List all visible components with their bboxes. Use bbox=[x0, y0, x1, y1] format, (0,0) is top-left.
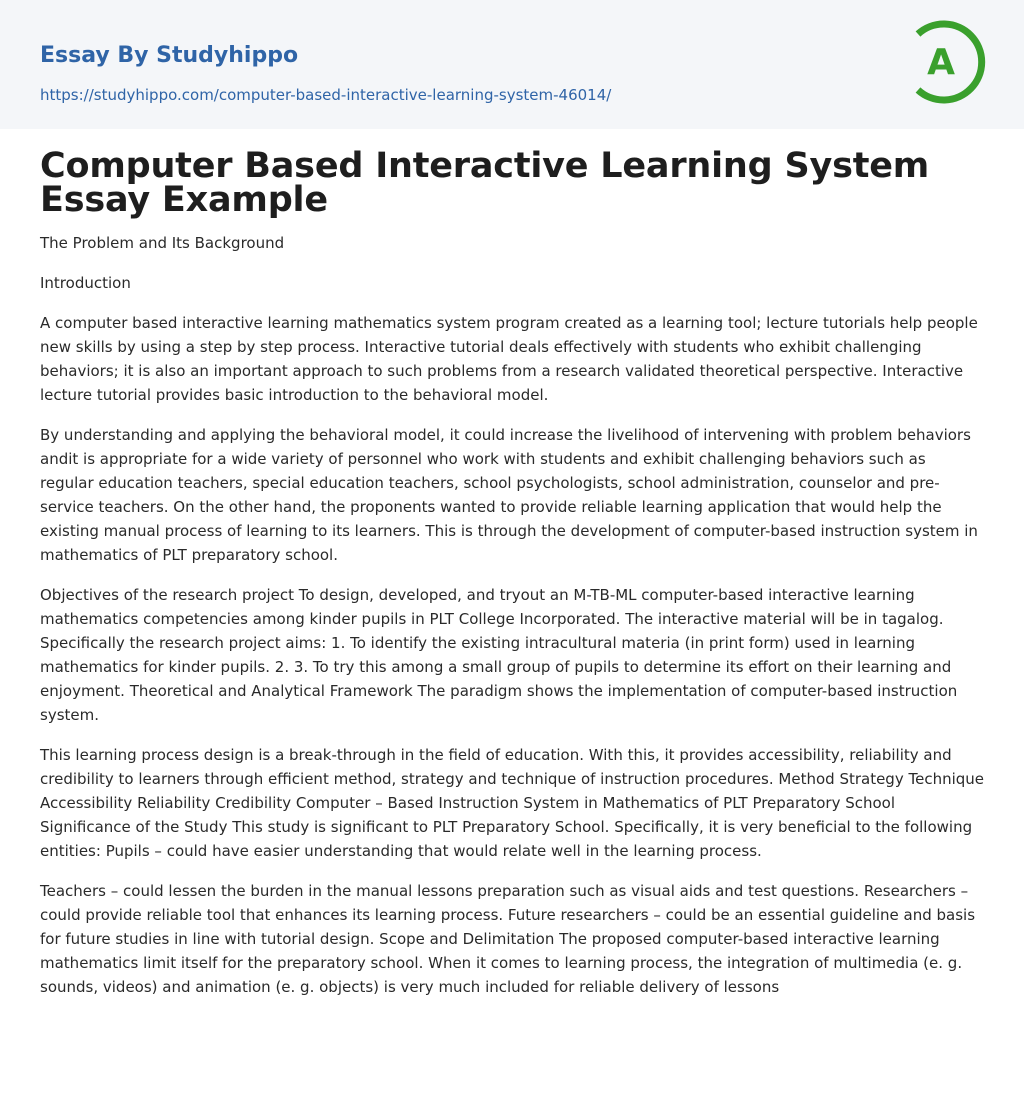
studyhippo-logo[interactable] bbox=[912, 18, 986, 106]
logo-letter: A bbox=[927, 41, 955, 83]
article-title: Computer Based Interactive Learning System Essay Example bbox=[40, 146, 930, 220]
section-heading: The Problem and Its Background bbox=[40, 234, 285, 252]
paragraph: By understanding and applying the behavioral model, it could increase the livelihood of intervening with problem behaviors andit is appropriate for a wide variety of personnel who work with students and exhibit challenging behaviors such as regular education teachers, special education teachers, school psychologists, school administration, counselor and pre-service teachers. On the other hand, the proponents wanted to provide reliable learning application that would help the existing manual process of learning to its learners. This is through the development of computer-based instruction system in mathematics of PLT preparatory school. bbox=[40, 426, 978, 564]
subsection-heading: Introduction bbox=[40, 274, 131, 292]
site-header bbox=[0, 0, 1024, 129]
paragraph: Objectives of the research project To design, developed, and tryout an M-TB-ML computer-based interactive learning mathematics competencies among kinder pupils in PLT College Incorporated. The interactive material will be in tagalog. Specifically the research project aims: 1. To identify the existing intracultural materia (in print form) used in learning mathematics for kinder pupils. 2. 3. To try this among a small group of pupils to determine its effort on their learning and enjoyment. Theoretical and Analytical Framework The paradigm shows the implementation of computer-based instruction system. bbox=[40, 586, 958, 724]
brand-title[interactable]: Essay By Studyhippo bbox=[40, 43, 299, 68]
paragraph: This learning process design is a break-through in the field of education. With this, it provides accessibility, reliability and credibility to learners through efficient method, strategy and technique of instruction procedures. Method Strategy Technique Accessibility Reliability Credibility Computer – Based Instruction System in Mathematics of PLT Preparatory School Significance of the Study This study is significant to PLT Preparatory School. Specifically, it is very beneficial to the following entities: Pupils – could have easier understanding that would relate well in the learning process. bbox=[40, 746, 985, 860]
paragraph: A computer based interactive learning mathematics system program created as a learning tool; lecture tutorials help people new skills by using a step by step process. Interactive tutorial deals effectively with students who exhibit challenging behaviors; it is also an important approach to such problems from a research validated theoretical perspective. Interactive lecture tutorial provides basic introduction to the behavioral model. bbox=[40, 314, 978, 404]
paragraph: Teachers – could lessen the burden in the manual lessons preparation such as visual aids and test questions. Researchers – could provide reliable tool that enhances its learning process. Future researchers – could be an essential guideline and basis for future studies in line with tutorial design. Scope and Delimitation The proposed computer-based interactive learning mathematics limit itself for the preparatory school. When it comes to learning process, the integration of multimedia (e. g. sounds, videos) and animation (e. g. objects) is very much included for reliable delivery of lessons bbox=[40, 882, 976, 996]
article-body bbox=[0, 146, 1024, 999]
source-url-link[interactable]: https://studyhippo.com/computer-based-interactive-learning-system-46014/ bbox=[40, 86, 612, 104]
